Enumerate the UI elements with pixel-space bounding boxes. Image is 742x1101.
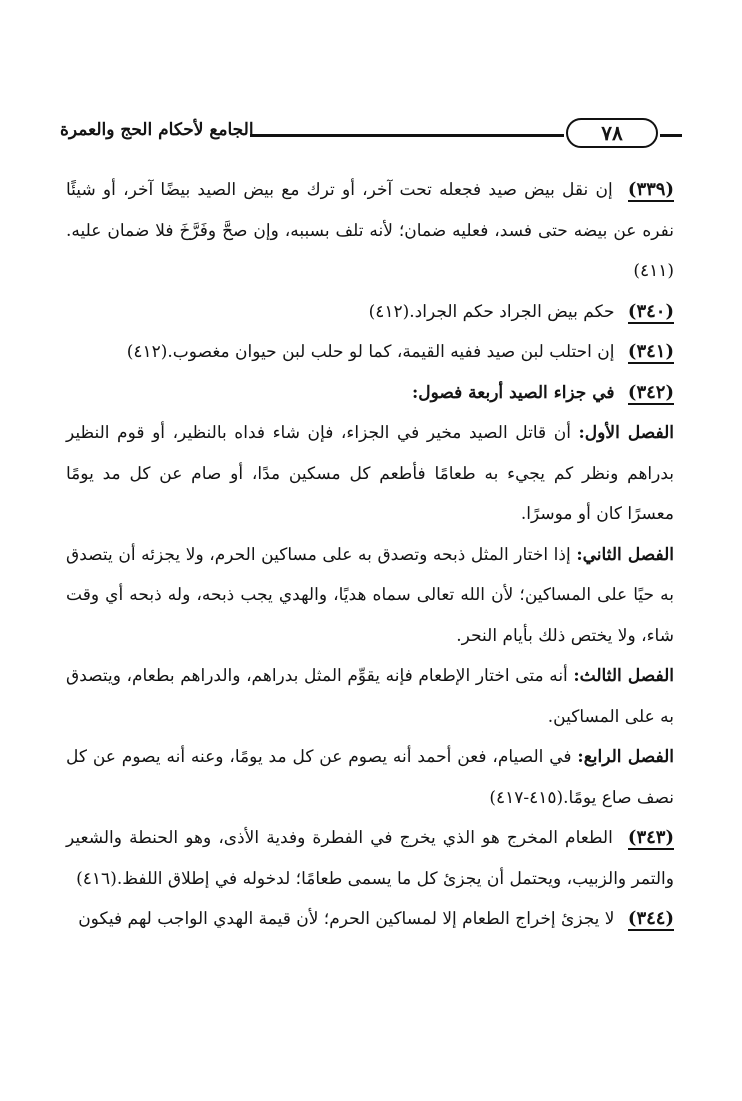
paragraph-text: إن احتلب لبن صيد ففيه القيمة، كما لو حلب لبن حيوان مغصوب.(٤١٢) <box>126 342 615 362</box>
paragraph-344 <box>66 899 674 940</box>
section-label: الفصل الرابع: <box>577 747 674 767</box>
item-number: (٣٤٠) <box>627 300 674 322</box>
section-2 <box>66 535 674 657</box>
section-1 <box>66 413 674 535</box>
paragraph-339 <box>66 170 674 292</box>
section-label: الفصل الثالث: <box>573 666 674 686</box>
book-title: الجامع لأحكام الحج والعمرة <box>60 120 254 140</box>
paragraph-heading: في جزاء الصيد أربعة فصول: <box>411 382 615 403</box>
paragraph-text: الطعام المخرج هو الذي يخرج في الفطرة وفدية الأذى، وهو الحنطة والشعير والتمر والزبيب، ويحتمل أن يجزئ كل ما يسمى طعامًا؛ لدخوله في إطلاق اللفظ.(٤١٦) <box>66 828 674 889</box>
item-number: (٣٤١) <box>627 341 674 362</box>
header-rule <box>250 134 564 137</box>
page-header <box>60 118 682 154</box>
page-body <box>66 170 674 940</box>
header-rule-end <box>660 134 682 137</box>
item-number: (٣٤٢) <box>627 381 674 403</box>
paragraph-text: إن نقل بيض صيد فجعله تحت آخر، أو ترك مع بيض الصيد بيضًا آخر، أو شيئًا نفره عن بيضه حتى فسد، فعليه ضمان؛ لأنه تلف بسببه، وإن صحَّ وفَرَّخَ فلا ضمان عليه.(٤١١) <box>66 180 674 281</box>
section-label: الفصل الثاني: <box>576 544 674 565</box>
section-text: أنه متى اختار الإطعام فإنه يقوِّم المثل بدراهم، والدراهم بطعام، ويتصدق به على المساكين. <box>66 666 674 727</box>
item-number: (٣٣٩) <box>627 179 674 200</box>
section-text: أن قاتل الصيد مخير في الجزاء، فإن شاء فداه بالنظير، أو قوم النظير بدراهم ونظر كم يجيء به طعامًا فأطعم كل مسكين مدًا، أو صام عن كل مد يومًا معسرًا كان أو موسرًا. <box>66 423 674 524</box>
item-number: (٣٤٣) <box>627 827 674 848</box>
paragraph-text: لا يجزئ إخراج الطعام إلا لمساكين الحرم؛ لأن قيمة الهدي الواجب لهم فيكون <box>78 909 615 929</box>
section-3 <box>66 656 674 737</box>
page-number: ٧٨ <box>566 118 658 148</box>
section-text: إذا اختار المثل ذبحه وتصدق به على مساكين الحرم، ولا يجزئه أن يتصدق به حيًا على المساكين؛ لأن الله تعالى سماه هديًا، والهدي يجب ذبحه، وله ذبحه أي وقت شاء، ولا يختص ذلك بأيام النحر. <box>66 544 674 646</box>
paragraph-342 <box>66 373 674 414</box>
section-label: الفصل الأول: <box>578 423 674 443</box>
paragraph-text: حكم بيض الجراد حكم الجراد.(٤١٢) <box>368 301 615 322</box>
item-number: (٣٤٤) <box>627 908 674 929</box>
paragraph-343 <box>66 818 674 899</box>
section-text: في الصيام، فعن أحمد أنه يصوم عن كل مد يومًا، وعنه أنه يصوم عن كل نصف صاع يومًا.(٤١٥-٤١٧) <box>66 747 674 808</box>
paragraph-340 <box>66 292 674 333</box>
section-4 <box>66 737 674 818</box>
paragraph-341 <box>66 332 674 373</box>
